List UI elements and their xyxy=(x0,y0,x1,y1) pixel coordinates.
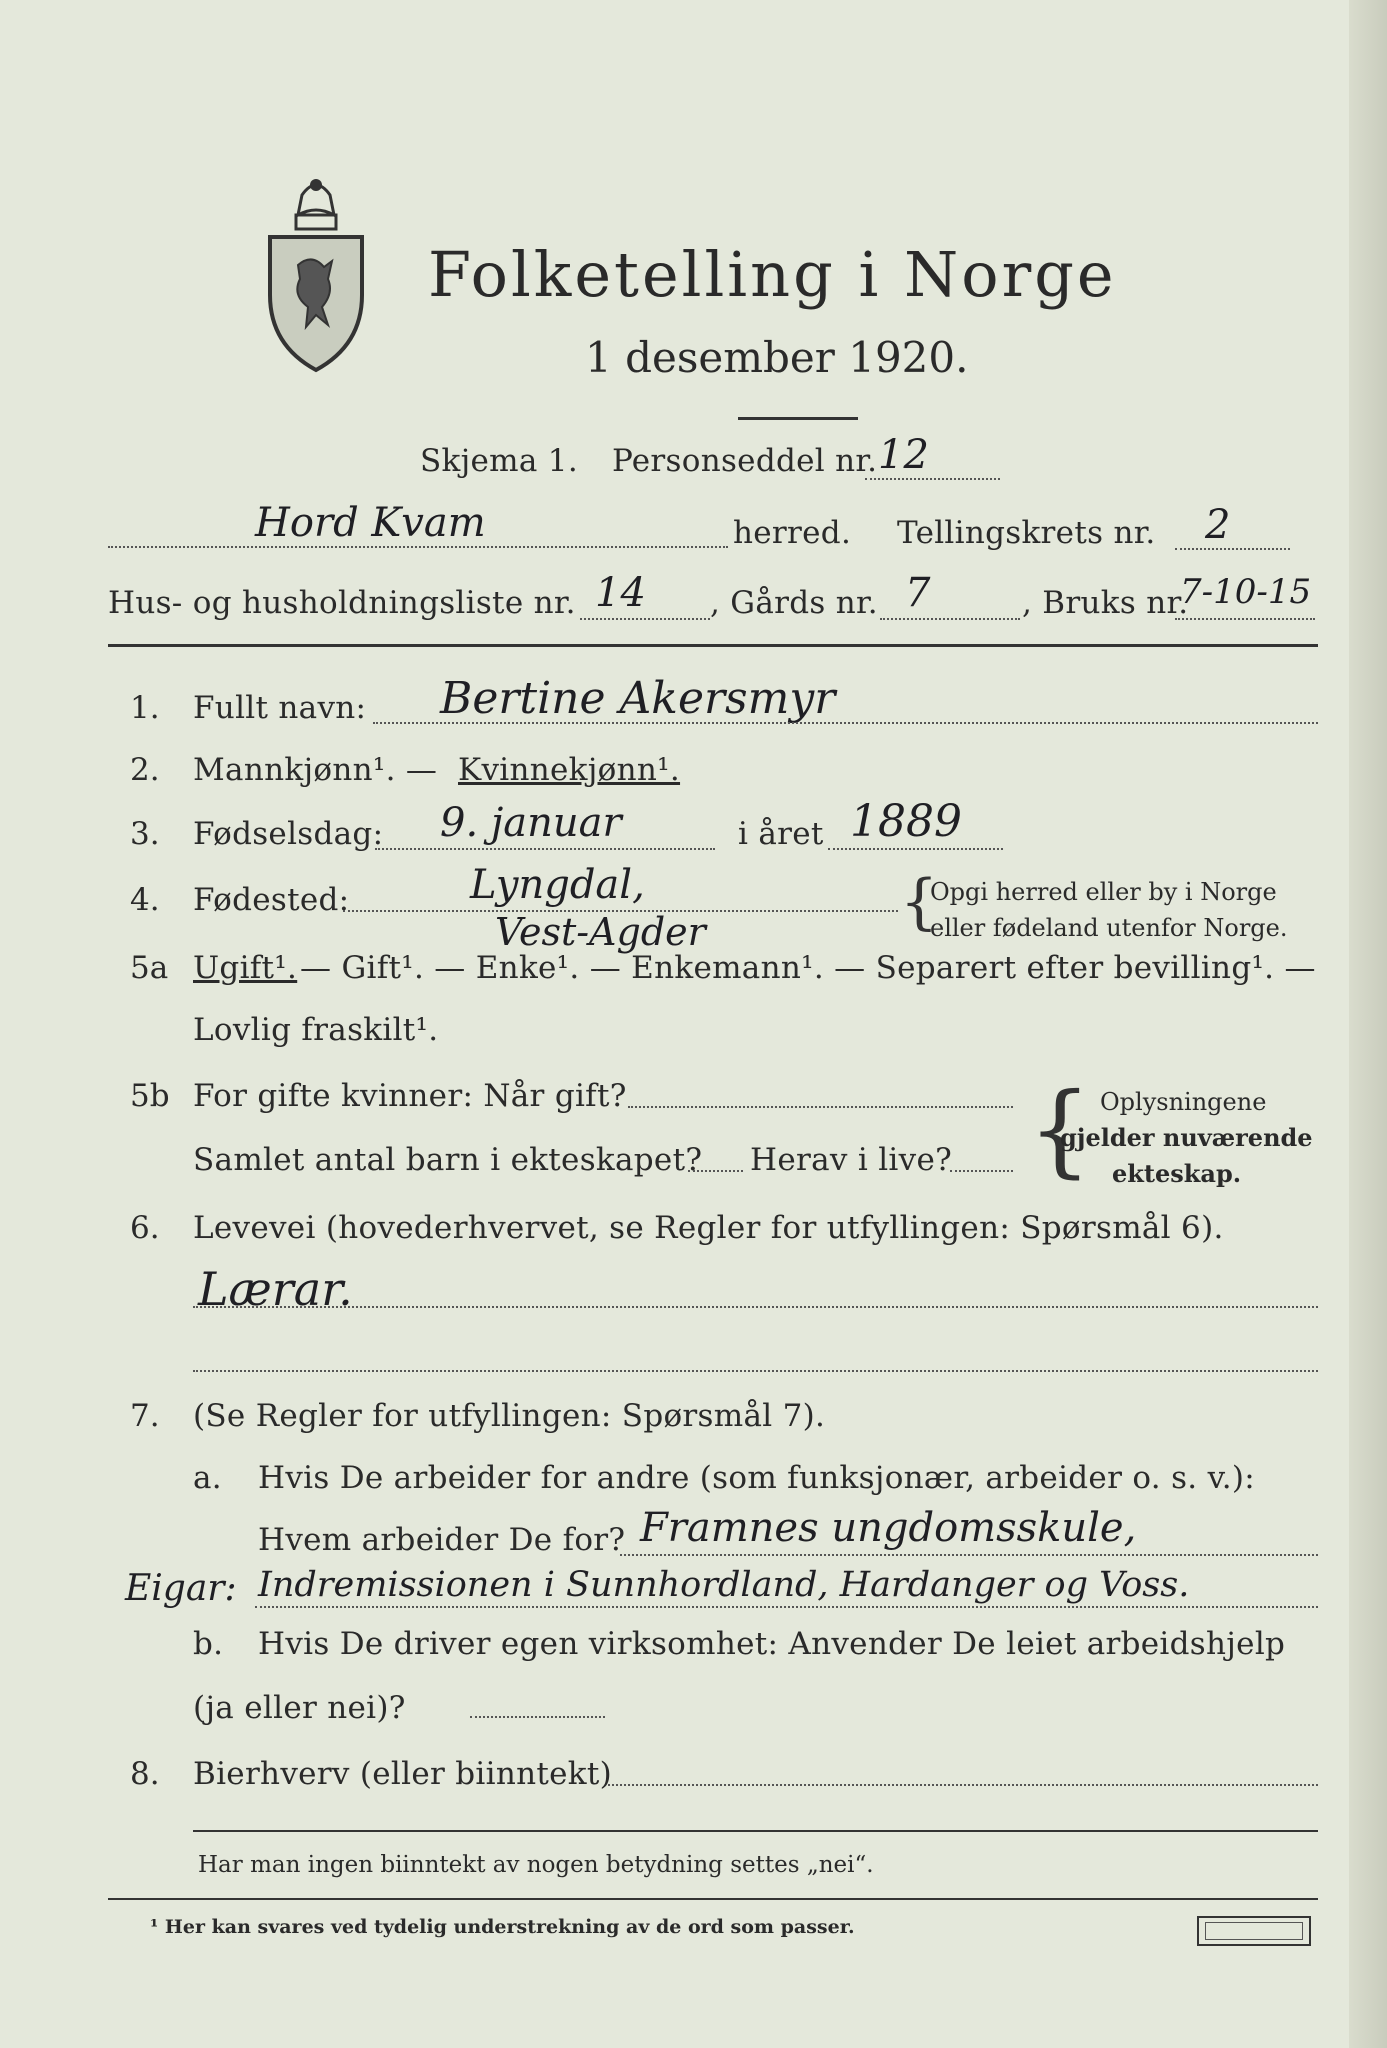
hus-label: Hus- og husholdningsliste nr. xyxy=(108,585,576,621)
tellingskrets-line xyxy=(1175,548,1290,550)
q7a-letter: a. xyxy=(193,1460,222,1496)
personseddel-label: Personseddel nr. xyxy=(612,443,878,479)
q6-label: Levevei (hovederhvervet, se Regler for utfyllingen: Spørsmål 6). xyxy=(193,1210,1224,1246)
footer-divider xyxy=(108,1898,1318,1900)
q7a-label: Hvis De arbeider for andre (som funksjonær, arbeider o. s. v.): xyxy=(258,1460,1256,1496)
q4-number: 4. xyxy=(130,882,160,918)
q5b-label: For gifte kvinner: Når gift? xyxy=(193,1078,627,1114)
hus-line xyxy=(580,618,710,620)
q2-male[interactable]: Mannkjønn¹. — xyxy=(193,752,438,788)
q8-line xyxy=(608,1784,1318,1786)
q6-occupation[interactable]: Lærar. xyxy=(198,1262,353,1316)
q1-label: Fullt navn: xyxy=(193,690,367,726)
tellingskrets-label: Tellingskrets nr. xyxy=(897,515,1156,551)
q8-number: 8. xyxy=(130,1756,160,1792)
q8-label: Bierhverv (eller biinntekt) xyxy=(193,1756,613,1792)
personseddel-line xyxy=(865,478,1000,480)
q7a-employer[interactable]: Framnes ungdomsskule, xyxy=(640,1505,1137,1551)
q1-number: 1. xyxy=(130,690,160,726)
q7b-label: Hvis De driver egen virksomhet: Anvender De leiet arbeidshjelp xyxy=(258,1626,1286,1662)
q5b-children-line xyxy=(688,1170,743,1172)
form-title: Folketelling i Norge xyxy=(428,238,1117,311)
q3-number: 3. xyxy=(130,816,160,852)
q3-year-line xyxy=(828,848,1003,850)
q7b-yes-no-label: (ja eller nei)? xyxy=(193,1690,406,1726)
hus-value[interactable]: 14 xyxy=(595,570,646,616)
q3-year-label: i året xyxy=(738,816,824,852)
q5a-options[interactable]: — Gift¹. — Enke¹. — Enkemann¹. — Separert efter bevilling¹. — xyxy=(300,950,1316,986)
q5b-alive-line xyxy=(950,1170,1013,1172)
q4-birthplace-county[interactable]: Vest-Agder xyxy=(495,910,706,954)
q5b-brace: { xyxy=(1028,1071,1092,1188)
q7a-owner-line xyxy=(255,1606,1318,1608)
q4-birthplace[interactable]: Lyngdal, xyxy=(470,862,645,908)
q7a-owner[interactable]: Indremissionen i Sunnhordland, Hardanger og Voss. xyxy=(258,1565,1190,1605)
q5b-number: 5b xyxy=(130,1078,170,1114)
q6-number: 6. xyxy=(130,1210,160,1246)
q7a-owner-margin-label: Eigar: xyxy=(125,1568,237,1609)
tellingskrets-value[interactable]: 2 xyxy=(1205,502,1231,548)
q6-line2 xyxy=(193,1370,1318,1372)
q6-line1 xyxy=(193,1306,1318,1308)
q7b-line xyxy=(470,1716,605,1718)
q5b-children-label: Samlet antal barn i ekteskapet? xyxy=(193,1142,703,1178)
schema-label: Skjema 1. xyxy=(420,443,578,479)
bruks-label: , Bruks nr. xyxy=(1022,585,1189,621)
herred-line xyxy=(108,546,728,548)
q3-label: Fødselsdag: xyxy=(193,816,384,852)
q4-label: Fødested: xyxy=(193,882,350,918)
q4-note-line2: eller fødeland utenfor Norge. xyxy=(930,914,1288,942)
bruks-value[interactable]: 7-10-15 xyxy=(1180,572,1312,612)
q5b-note-line3: ekteskap. xyxy=(1112,1159,1242,1188)
q5b-alive-label: Herav i live? xyxy=(750,1142,953,1178)
q3-day-line xyxy=(375,848,715,850)
gards-label: , Gårds nr. xyxy=(710,585,878,621)
q1-full-name[interactable]: Bertine Akersmyr xyxy=(440,673,836,724)
q5a-ugift-selected[interactable]: Ugift¹. xyxy=(193,950,298,986)
paper-edge xyxy=(1349,0,1387,2048)
bruks-line xyxy=(1175,618,1315,620)
herred-label: herred. xyxy=(733,515,852,551)
header-divider xyxy=(108,644,1318,647)
q5b-married-line xyxy=(628,1106,1013,1108)
printer-stamp-icon xyxy=(1197,1916,1311,1946)
q5b-note-line1: Oplysningene xyxy=(1100,1088,1267,1116)
q1-line xyxy=(373,722,1318,724)
q2-female-selected[interactable]: Kvinnekjønn¹. xyxy=(458,752,681,788)
personseddel-value[interactable]: 12 xyxy=(878,432,929,478)
q4-note-line1: Opgi herred eller by i Norge xyxy=(930,878,1277,906)
q5b-note-line2: gjelder nuværende xyxy=(1060,1123,1313,1152)
census-date: 1 desember 1920. xyxy=(585,333,969,382)
title-divider xyxy=(738,417,858,420)
footnote: ¹ Her kan svares ved tydelig understrekning av de ord som passer. xyxy=(150,1916,855,1938)
q5a-lovlig-fraskilt[interactable]: Lovlig fraskilt¹. xyxy=(193,1012,439,1048)
q8-divider xyxy=(193,1830,1318,1832)
q7-number: 7. xyxy=(130,1398,160,1434)
q3-birth-day[interactable]: 9. januar xyxy=(440,800,622,846)
gards-value[interactable]: 7 xyxy=(905,570,931,616)
q4-brace: { xyxy=(900,867,939,937)
q8-note: Har man ingen biinntekt av nogen betydning settes „nei“. xyxy=(198,1852,874,1878)
herred-value[interactable]: Hord Kvam xyxy=(255,500,486,546)
q7a-employer-label: Hvem arbeider De for? xyxy=(258,1522,626,1558)
q4-line xyxy=(343,910,898,912)
q7-label: (Se Regler for utfyllingen: Spørsmål 7). xyxy=(193,1398,826,1434)
gards-line xyxy=(880,618,1020,620)
q7a-employer-line xyxy=(620,1554,1318,1556)
q3-birth-year[interactable]: 1889 xyxy=(850,796,962,847)
norwegian-coat-of-arms-icon xyxy=(262,175,370,375)
q7b-letter: b. xyxy=(193,1626,224,1662)
q2-number: 2. xyxy=(130,752,160,788)
q5a-number: 5a xyxy=(130,950,169,986)
